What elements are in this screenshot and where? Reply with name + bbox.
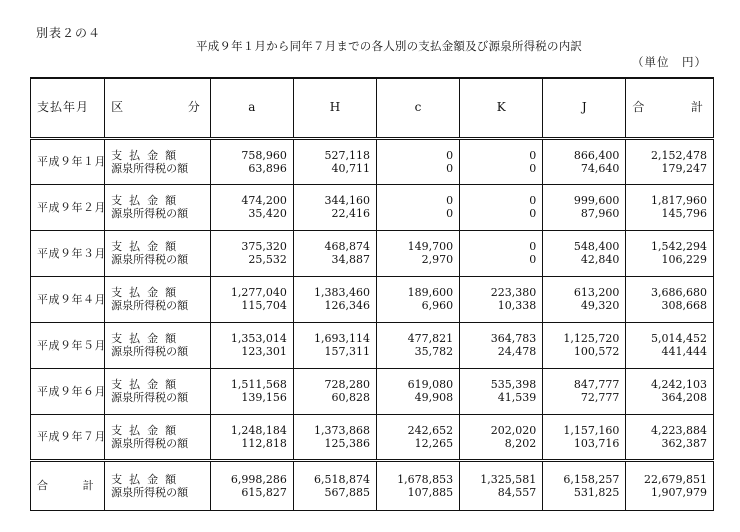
period-cell: 平成９年６月 [31, 368, 105, 414]
value-cell-h [293, 276, 376, 322]
table-body [31, 138, 714, 510]
item-label-pay: 支払金額 [111, 332, 184, 345]
period-cell: 平成９年１月 [31, 138, 105, 184]
period-cell: 平成９年３月 [31, 230, 105, 276]
tax-value: 615,827 [241, 485, 287, 499]
value-cell-j [543, 460, 626, 510]
value-cell-sum [626, 414, 714, 460]
pay-value: 0 [446, 194, 454, 207]
value-cell-h [293, 230, 376, 276]
item-label-tax: 源泉所得税の額 [111, 436, 189, 450]
item-label-pay: 支払金額 [111, 194, 184, 207]
value-cell-j [543, 230, 626, 276]
pay-value: 1,817,960 [651, 194, 707, 207]
value-cell-h [293, 414, 376, 460]
pay-value: 527,118 [324, 148, 370, 162]
item-label-tax: 源泉所得税の額 [111, 161, 189, 175]
tax-value: 107,885 [407, 485, 454, 499]
table-row [31, 184, 714, 230]
pay-value: 1,277,040 [230, 286, 287, 299]
pay-value: 2,152,478 [651, 148, 707, 162]
tax-value: 22,416 [331, 207, 370, 220]
pay-value: 149,700 [407, 240, 454, 253]
item-cell [105, 322, 211, 368]
document-label: 別表２の４ [36, 26, 102, 40]
pay-value: 4,223,884 [651, 423, 707, 437]
breakdown-table [30, 77, 714, 511]
value-cell-c [376, 230, 459, 276]
item-label-pay: 支払金額 [111, 423, 184, 437]
pay-value: 1,542,294 [651, 240, 707, 253]
header-row [31, 78, 714, 138]
value-cell-a [210, 138, 293, 184]
tax-value: 63,896 [248, 161, 287, 175]
pay-value: 1,383,460 [314, 286, 370, 299]
tax-value: 35,782 [414, 345, 454, 358]
tax-value: 8,202 [504, 436, 537, 450]
value-cell-sum [626, 368, 714, 414]
item-label-pay: 支払金額 [111, 240, 184, 253]
pay-value: 535,398 [490, 378, 537, 391]
value-cell-a [210, 322, 293, 368]
table-row [31, 230, 714, 276]
tax-value: 6,960 [421, 299, 454, 312]
tax-value: 10,338 [497, 299, 537, 312]
tax-value: 179,247 [661, 161, 707, 175]
tax-value: 145,796 [661, 207, 707, 220]
item-cell [105, 276, 211, 322]
item-label-tax: 源泉所得税の額 [111, 253, 189, 266]
tax-value: 41,539 [497, 391, 537, 404]
tax-value: 308,668 [661, 299, 707, 312]
tax-value: 115,704 [241, 299, 287, 312]
tax-value: 40,711 [331, 161, 370, 175]
tax-value: 125,386 [324, 436, 370, 450]
unit-label: （単位 円） [632, 55, 707, 69]
value-cell-a [210, 230, 293, 276]
tax-value: 106,229 [661, 253, 707, 266]
pay-value: 1,693,114 [314, 332, 370, 345]
pay-value: 4,242,103 [651, 378, 707, 391]
total-label-b: 計 [82, 479, 95, 492]
pay-value: 3,686,680 [651, 286, 707, 299]
item-label-pay: 支払金額 [111, 472, 184, 486]
value-cell-sum [626, 460, 714, 510]
tax-value: 72,777 [580, 391, 620, 404]
value-cell-sum [626, 138, 714, 184]
tax-value: 567,885 [324, 485, 370, 499]
item-cell [105, 230, 211, 276]
header-item-b: 分 [187, 100, 200, 115]
value-cell-k [460, 460, 543, 510]
item-label-pay: 支払金額 [111, 148, 184, 162]
value-cell-h [293, 460, 376, 510]
pay-value: 189,600 [407, 286, 454, 299]
tax-value: 60,828 [331, 391, 370, 404]
pay-value: 1,157,160 [563, 423, 620, 437]
pay-value: 1,325,581 [480, 472, 537, 486]
value-cell-a [210, 368, 293, 414]
header-item [105, 78, 211, 138]
value-cell-k [460, 414, 543, 460]
tax-value: 0 [446, 161, 454, 175]
value-cell-k [460, 138, 543, 184]
table-row [31, 368, 714, 414]
tax-value: 531,825 [573, 485, 620, 499]
value-cell-a [210, 460, 293, 510]
value-cell-h [293, 368, 376, 414]
tax-value: 34,887 [331, 253, 370, 266]
tax-value: 84,557 [497, 485, 537, 499]
tax-value: 139,156 [241, 391, 287, 404]
value-cell-c [376, 322, 459, 368]
value-cell-c [376, 184, 459, 230]
pay-value: 613,200 [573, 286, 620, 299]
tax-value: 35,420 [248, 207, 287, 220]
value-cell-j [543, 184, 626, 230]
total-label-cell [31, 460, 105, 510]
item-label-tax: 源泉所得税の額 [111, 391, 189, 404]
value-cell-c [376, 460, 459, 510]
tax-value: 123,301 [241, 345, 287, 358]
tax-value: 362,387 [661, 436, 707, 450]
pay-value: 1,248,184 [230, 423, 287, 437]
pay-value: 0 [529, 240, 537, 253]
pay-value: 364,783 [490, 332, 537, 345]
pay-value: 1,125,720 [563, 332, 620, 345]
value-cell-c [376, 138, 459, 184]
pay-value: 847,777 [573, 378, 620, 391]
value-cell-a [210, 414, 293, 460]
value-cell-sum [626, 322, 714, 368]
tax-value: 0 [529, 207, 537, 220]
pay-value: 468,874 [324, 240, 370, 253]
period-cell: 平成９年２月 [31, 184, 105, 230]
value-cell-c [376, 368, 459, 414]
pay-value: 0 [529, 148, 537, 162]
pay-value: 728,280 [324, 378, 370, 391]
tax-value: 0 [529, 253, 537, 266]
item-label-tax: 源泉所得税の額 [111, 345, 189, 358]
tax-value: 103,716 [573, 436, 620, 450]
header-col-c: c [376, 78, 459, 138]
item-cell [105, 184, 211, 230]
value-cell-j [543, 368, 626, 414]
header-col-k: K [460, 78, 543, 138]
header-period: 支払年月 [31, 78, 105, 138]
total-label-a: 合 [37, 479, 49, 492]
table-row [31, 276, 714, 322]
header-col-h: H [293, 78, 376, 138]
pay-value: 5,014,452 [651, 332, 707, 345]
value-cell-k [460, 276, 543, 322]
value-cell-h [293, 322, 376, 368]
tax-value: 100,572 [573, 345, 620, 358]
pay-value: 1,373,868 [314, 423, 370, 437]
tax-value: 0 [446, 207, 454, 220]
value-cell-c [376, 414, 459, 460]
pay-value: 1,353,014 [230, 332, 287, 345]
pay-value: 758,960 [241, 148, 287, 162]
pay-value: 375,320 [241, 240, 287, 253]
value-cell-sum [626, 184, 714, 230]
total-row [31, 460, 714, 510]
pay-value: 866,400 [573, 148, 620, 162]
table-row [31, 414, 714, 460]
total-label [37, 479, 98, 492]
tax-value: 49,320 [580, 299, 620, 312]
item-label-pay: 支払金額 [111, 378, 184, 391]
period-cell: 平成９年７月 [31, 414, 105, 460]
tax-value: 126,346 [324, 299, 370, 312]
tax-value: 42,840 [580, 253, 620, 266]
value-cell-a [210, 276, 293, 322]
pay-value: 242,652 [407, 423, 454, 437]
pay-value: 6,158,257 [563, 472, 620, 486]
header-col-j: J [543, 78, 626, 138]
pay-value: 0 [529, 194, 537, 207]
value-cell-j [543, 414, 626, 460]
item-label-pay: 支払金額 [111, 286, 184, 299]
header-sum [626, 78, 714, 138]
table-row [31, 322, 714, 368]
tax-value: 112,818 [241, 436, 287, 450]
tax-value: 441,444 [661, 345, 707, 358]
tax-value: 364,208 [661, 391, 707, 404]
tax-value: 49,908 [414, 391, 454, 404]
header-col-a: a [210, 78, 293, 138]
tax-value: 25,532 [248, 253, 287, 266]
period-cell: 平成９年４月 [31, 276, 105, 322]
value-cell-sum [626, 276, 714, 322]
tax-value: 74,640 [580, 161, 620, 175]
pay-value: 1,678,853 [397, 472, 454, 486]
value-cell-j [543, 138, 626, 184]
tax-value: 24,478 [497, 345, 537, 358]
value-cell-h [293, 138, 376, 184]
pay-value: 477,821 [407, 332, 454, 345]
pay-value: 0 [446, 148, 454, 162]
value-cell-k [460, 230, 543, 276]
pay-value: 1,511,568 [230, 378, 287, 391]
item-label-tax: 源泉所得税の額 [111, 207, 189, 220]
header-sum-b: 計 [690, 100, 703, 115]
pay-value: 344,160 [324, 194, 370, 207]
tax-value: 12,265 [414, 436, 454, 450]
tax-value: 87,960 [580, 207, 620, 220]
table-row [31, 138, 714, 184]
value-cell-k [460, 368, 543, 414]
item-cell [105, 460, 211, 510]
pay-value: 6,998,286 [230, 472, 287, 486]
pay-value: 619,080 [407, 378, 454, 391]
tax-value: 2,970 [421, 253, 454, 266]
value-cell-j [543, 276, 626, 322]
pay-value: 474,200 [241, 194, 287, 207]
pay-value: 202,020 [490, 423, 537, 437]
tax-value: 1,907,979 [651, 485, 707, 499]
value-cell-a [210, 184, 293, 230]
pay-value: 22,679,851 [644, 472, 707, 486]
tax-value: 157,311 [324, 345, 370, 358]
pay-value: 999,600 [573, 194, 620, 207]
item-label-tax: 源泉所得税の額 [111, 299, 189, 312]
item-cell [105, 368, 211, 414]
item-label-tax: 源泉所得税の額 [111, 485, 189, 499]
document-title: 平成９年１月から同年７月までの各人別の支払金額及び源泉所得税の内訳 [196, 39, 583, 53]
header-sum-a: 合 [632, 100, 645, 115]
tax-value: 0 [529, 161, 537, 175]
item-cell [105, 414, 211, 460]
value-cell-c [376, 276, 459, 322]
value-cell-j [543, 322, 626, 368]
pay-value: 223,380 [490, 286, 537, 299]
value-cell-h [293, 184, 376, 230]
period-cell: 平成９年５月 [31, 322, 105, 368]
value-cell-sum [626, 230, 714, 276]
pay-value: 6,518,874 [314, 472, 370, 486]
item-cell [105, 138, 211, 184]
header-item-a: 区 [111, 100, 124, 115]
value-cell-k [460, 322, 543, 368]
pay-value: 548,400 [573, 240, 620, 253]
value-cell-k [460, 184, 543, 230]
